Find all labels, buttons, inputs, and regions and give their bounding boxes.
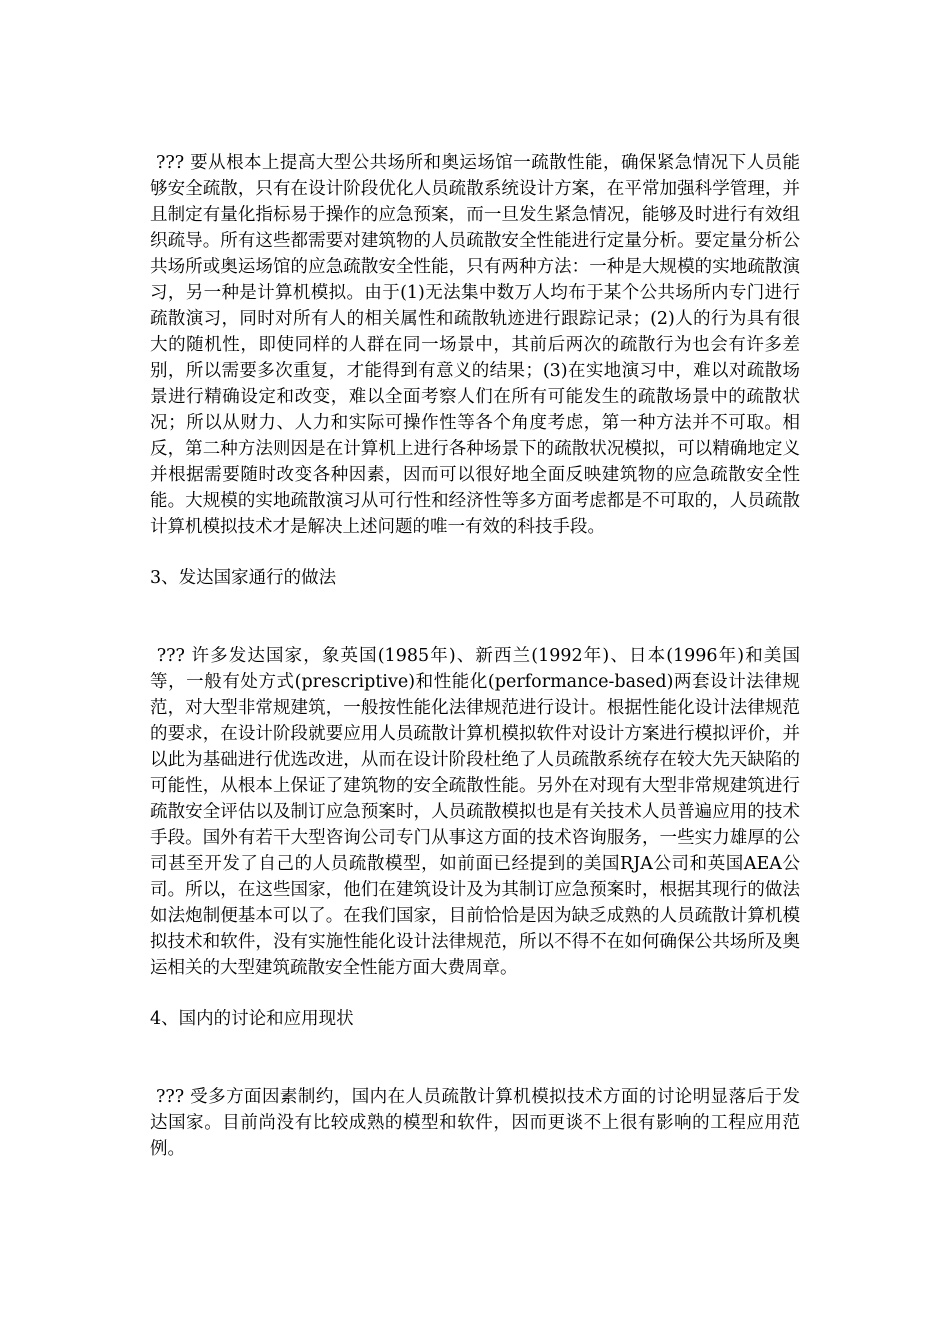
section-heading-3: 3、发达国家通行的做法 bbox=[150, 568, 337, 588]
spacer bbox=[150, 981, 800, 1006]
spacer bbox=[150, 591, 800, 643]
paragraph-domestic-status: ??? 受多方面因素制约，国内在人员疏散计算机模拟技术方面的讨论明显落后于发达国家。目前尚没有比较成熟的模型和软件，因而更谈不上很有影响的工程应用范例。 bbox=[150, 1087, 800, 1159]
spacer bbox=[150, 1032, 800, 1084]
paragraph-evacuation-analysis: ??? 要从根本上提高大型公共场所和奥运场馆一疏散性能，确保紧急情况下人员能够安全疏散，只有在设计阶段优化人员疏散系统设计方案，在平常加强科学管理，并且制定有量化指标易于操作的应急预案，而一旦发生紧急情况，能够及时进行有效组织疏导。所有这些都需要对建筑物的人员疏散安全性能进行定量分析。要定量分析公共场所或奥运场馆的应急疏散安全性能，只有两种方法：一种是大规模的实地疏散演习，另一种是计算机模拟。由于(1)无法集中数万人均布于某个公共场所内专门进行疏散演习，同时对所有人的相关属性和疏散轨迹进行跟踪记录；(2)人的行为具有很大的随机性，即使同样的人群在同一场景中，其前后两次的疏散行为也会有许多差别，所以需要多次重复，才能得到有意义的结果；(3)在实地演习中，难以对疏散场景进行精确设定和改变，难以全面考察人们在所有可能发生的疏散场景中的疏散状况；所以从财力、人力和实际可操作性等各个角度考虑，第一种方法并不可取。相反，第二种方法则因是在计算机上进行各种场景下的疏散状况模拟，可以精确地定义并根据需要随时改变各种因素，因而可以很好地全面反映建筑物的应急疏散安全性能。大规模的实地疏散演习从可行性和经济性等多方面考虑都是不可取的，人员疏散计算机模拟技术才是解决上述问题的唯一有效的科技手段。 bbox=[150, 153, 800, 537]
document-body bbox=[150, 150, 800, 1162]
section-heading-4: 4、国内的讨论和应用现状 bbox=[150, 1009, 354, 1029]
paragraph-developed-countries: ??? 许多发达国家，象英国(1985年)、新西兰(1992年)、日本(1996年)和美国等，一般有处方式(prescriptive)和性能化(performance-based)两套设计法律规范，对大型非常规建筑，一般按性能化法律规范进行设计。根据性能化设计法律规范的要求，在设计阶段就要应用人员疏散计算机模拟软件对设计方案进行模拟评价，并以此为基础进行优选改进，从而在设计阶段杜绝了人员疏散系统存在较大先天缺陷的可能性，从根本上保证了建筑物的安全疏散性能。另外在对现有大型非常规建筑进行疏散安全评估以及制订应急预案时，人员疏散模拟也是有关技术人员普遍应用的技术手段。国外有若干大型咨询公司专门从事这方面的技术咨询服务，一些实力雄厚的公司甚至开发了自己的人员疏散模型，如前面已经提到的美国RJA公司和英国AEA公司。所以，在这些国家，他们在建筑设计及为其制订应急预案时，根据其现行的做法如法炮制便基本可以了。在我们国家，目前恰恰是因为缺乏成熟的人员疏散计算机模拟技术和软件，没有实施性能化设计法律规范，所以不得不在如何确保公共场所及奥运相关的大型建筑疏散安全性能方面大费周章。 bbox=[150, 646, 800, 978]
spacer bbox=[150, 540, 800, 565]
